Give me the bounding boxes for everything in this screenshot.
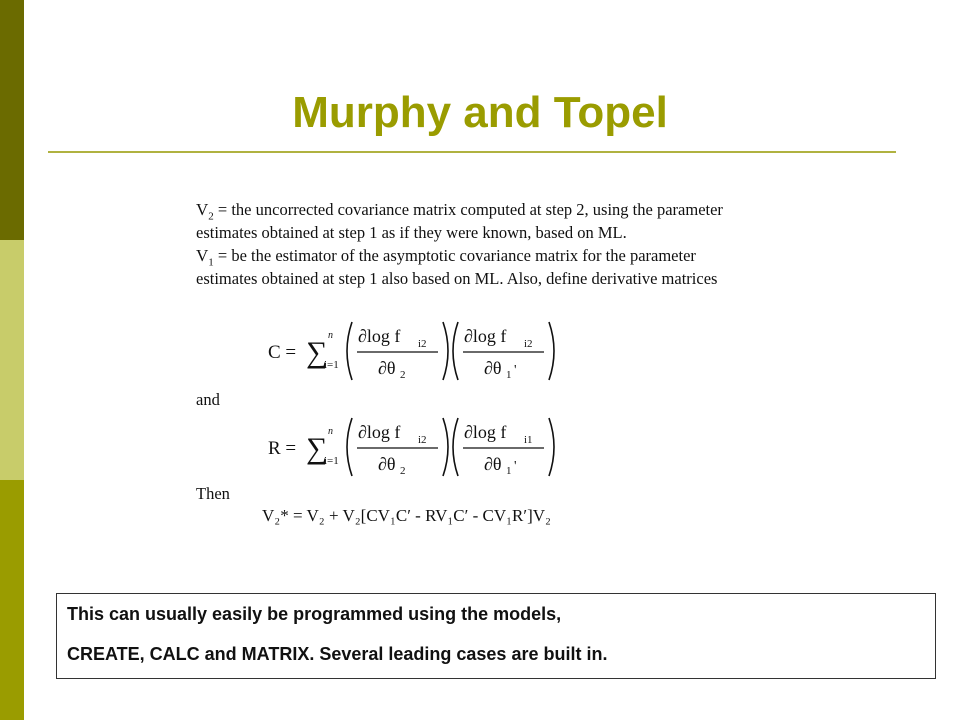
r-den2: ∂θ	[484, 454, 502, 474]
r-formula-upper: n	[328, 426, 333, 437]
r-formula-lower: i=1	[324, 455, 339, 467]
v2-definition-line1: $V_2$ = the uncorrected covariance matrix computed at step 2, using the parameter	[196, 200, 723, 223]
v2-definition-line2: estimates obtained at step 1 as if they were known, based on ML.	[196, 223, 627, 242]
r-formula-lhs: R =	[268, 438, 297, 459]
c-num2-sub: i2	[524, 338, 533, 350]
note-box	[56, 593, 936, 679]
c-formula-lhs: C =	[268, 342, 297, 363]
c-paren-left-1	[347, 322, 352, 380]
c-den2-sub: 1	[506, 369, 512, 381]
then-label: Then	[196, 484, 230, 503]
v1-definition-line2: estimates obtained at step 1 also based on ML. Also, define derivative matrices	[196, 269, 718, 288]
c-den1: ∂θ	[378, 358, 396, 378]
c-num2: ∂log f	[464, 326, 507, 346]
c-den2: ∂θ	[484, 358, 502, 378]
r-den1-sub: 2	[400, 465, 406, 477]
r-formula-sum: ∑	[306, 432, 328, 465]
r-den2-prime: '	[514, 459, 517, 474]
r-num1-sub: i2	[418, 434, 427, 446]
r-num2: ∂log f	[464, 422, 507, 442]
r-paren-left-2	[453, 418, 458, 476]
r-paren-right-2	[549, 418, 554, 476]
c-den1-sub: 2	[400, 369, 406, 381]
c-formula-sum: ∑	[306, 336, 328, 369]
c-paren-left-2	[453, 322, 458, 380]
title-divider	[48, 151, 896, 153]
c-num1: ∂log f	[358, 326, 401, 346]
v2star-formula: V₂* = V₂ + V₂[CV₁C′ - RV₁C′ - CV₁R′]V₂	[262, 506, 551, 525]
accent-bar-mid	[0, 480, 24, 720]
c-formula	[262, 318, 562, 384]
c-paren-right-1	[443, 322, 448, 380]
r-formula	[262, 414, 562, 480]
c-formula-upper: n	[328, 330, 333, 341]
note-line-1: This can usually easily be programmed using the models,	[67, 604, 562, 624]
c-num1-sub: i2	[418, 338, 427, 350]
c-formula-lower: i=1	[324, 359, 339, 371]
accent-bar-light	[0, 240, 24, 480]
r-paren-right-1	[443, 418, 448, 476]
r-num2-sub: i1	[524, 434, 533, 446]
v1-definition-line1: $V_1$ = be the estimator of the asymptotic covariance matrix for the parameter	[196, 246, 696, 269]
and-label: and	[196, 390, 220, 409]
c-paren-right-2	[549, 322, 554, 380]
slide-title: Murphy and Topel	[292, 88, 668, 137]
r-paren-left-1	[347, 418, 352, 476]
r-den1: ∂θ	[378, 454, 396, 474]
note-line-2: CREATE, CALC and MATRIX. Several leading cases are built in.	[67, 644, 608, 664]
r-num1: ∂log f	[358, 422, 401, 442]
r-den2-sub: 1	[506, 465, 512, 477]
c-den2-prime: '	[514, 363, 517, 378]
